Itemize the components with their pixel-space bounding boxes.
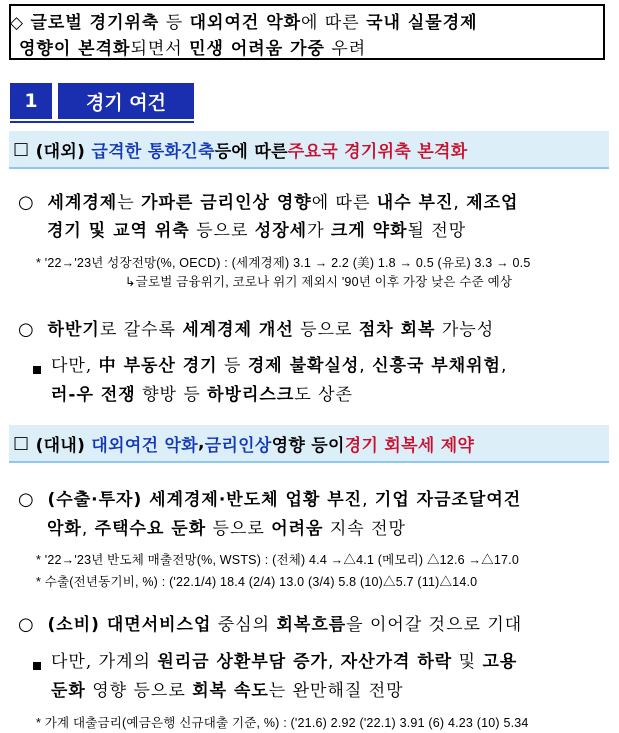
para-text: 에 따른 <box>311 193 377 213</box>
paragraph-1-line-2 <box>47 216 466 241</box>
square-bullet-icon <box>33 655 41 674</box>
para-text: 도 상존 <box>294 385 353 405</box>
para-text: 등으로 <box>206 519 272 539</box>
para-text: 크게 약화 <box>330 221 408 241</box>
section-title: 경기 여건 <box>58 83 194 119</box>
summary-text: 에 따른 <box>301 13 367 33</box>
para-text: 경제 불확실성 <box>247 356 360 376</box>
section-underline <box>10 121 194 123</box>
subheading-text: 금리인상 <box>204 435 272 456</box>
paragraph-4-line-1 <box>18 485 521 510</box>
circle-bullet-icon: ○ <box>18 319 35 340</box>
summary-line-1 <box>10 8 478 33</box>
para-text: 점차 회복 <box>358 320 436 340</box>
para-text: 세계경제 개선 <box>182 320 294 340</box>
paragraph-6-line-1 <box>51 647 517 672</box>
paragraph-5 <box>18 610 522 635</box>
para-text: 등으로 <box>189 221 255 241</box>
summary-text: 대외여건 악화 <box>189 13 302 33</box>
para-text: 는 완만해질 전망 <box>268 681 404 701</box>
para-text: 영향 등으로 <box>85 681 193 701</box>
para-text: 성장세 <box>254 221 308 241</box>
diamond-icon: ◇ <box>10 13 25 33</box>
circle-bullet-icon: ○ <box>18 614 35 635</box>
para-text: 中 부동산 경기 <box>98 356 218 376</box>
para-text: , <box>453 193 467 213</box>
para-text: 될 전망 <box>407 221 467 241</box>
note-growth-forecast: * '22→'23년 성장전망(%, OECD) : (세계경제) 3.1 → 2.2 (美) 1.8 → 0.5 (유로) 3.3 → 0.5 <box>36 256 531 270</box>
para-text: 회복흐름 <box>276 615 347 635</box>
para-text: 다만, 가계의 <box>51 652 158 672</box>
subheading-text: 급격한 통화긴축 <box>91 141 215 162</box>
para-text: 경기 및 교역 위축 <box>47 221 190 241</box>
note-semiconductor-forecast: * '22→'23년 반도체 매출전망(%, WSTS) : (전체) 4.4 →△4.1 (메모리) △12.6 →△17.0 <box>36 553 519 567</box>
subheading-external <box>9 131 609 169</box>
summary-text: 되면서 <box>130 39 190 59</box>
note-exports: * 수출(전년동기비, %) : ('22.1/4) 18.4 (2/4) 13.0 (3/4) 5.8 (10)△5.7 (11)△14.0 <box>36 575 478 589</box>
para-text: 악화 <box>47 519 82 539</box>
para-text: , <box>327 652 341 672</box>
square-icon: □ <box>13 139 30 159</box>
section-number: 1 <box>10 83 52 119</box>
para-text: 제조업 <box>466 193 519 213</box>
para-text: , <box>500 356 508 376</box>
subheading-text: 등에 따른 <box>214 141 288 162</box>
para-text: 향방 등 <box>135 385 208 405</box>
para-text: 신흥국 부채위험 <box>372 356 501 376</box>
para-text: , <box>81 519 95 539</box>
summary-text: 민생 어려움 가중 <box>189 39 325 59</box>
paragraph-3-line-2 <box>51 380 353 405</box>
note-household-loan-rate: * 가계 대출금리(예금은행 신규대출 기준, %) : ('21.6) 2.92 ('22.1) 3.91 (6) 4.23 (10) 5.34 <box>36 716 529 730</box>
note-growth-comment: ↳글로벌 금융위기, 코로나 위기 제외시 '90년 이후 가장 낮은 수준 예상 <box>125 275 513 289</box>
para-text: (소비) <box>47 615 107 635</box>
para-text: 원리금 상환부담 증가 <box>157 652 328 672</box>
para-text: , <box>359 356 373 376</box>
para-text: 회복 속도 <box>192 681 269 701</box>
para-text: 하방리스크 <box>207 385 295 405</box>
subheading-text: 경기 회복세 제약 <box>344 435 475 456</box>
summary-text: 글로벌 경기위축 <box>30 13 160 33</box>
para-text: 는 <box>117 193 142 213</box>
paragraph-4-line-2 <box>47 514 406 539</box>
para-text: , <box>362 490 375 510</box>
subheading-text: , <box>197 433 205 453</box>
para-text: 등으로 <box>293 320 359 340</box>
subheading-text: 대외여건 악화 <box>91 435 198 456</box>
paragraph-1-line-1 <box>18 188 518 213</box>
circle-bullet-icon: ○ <box>18 489 35 510</box>
para-text: 등 <box>217 356 248 376</box>
para-text: 세계경제·반도체 업황 부진 <box>149 490 363 510</box>
subheading-tag: (대내) <box>35 435 86 456</box>
circle-bullet-icon: ○ <box>18 192 35 213</box>
summary-text: 등 <box>159 13 190 33</box>
para-text: 중심의 <box>211 615 277 635</box>
para-text: (수출·투자) <box>47 490 150 510</box>
summary-line-2 <box>19 34 366 59</box>
para-text: 지속 전망 <box>323 519 406 539</box>
para-text: 어려움 <box>271 519 324 539</box>
para-text: 대면서비스업 <box>106 615 212 635</box>
para-text: 주택수요 둔화 <box>94 519 207 539</box>
para-text: 내수 부진 <box>376 193 454 213</box>
para-text: 러-우 전쟁 <box>51 385 136 405</box>
subheading-tag: (대외) <box>35 141 86 162</box>
para-text: 둔화 <box>51 681 86 701</box>
square-icon: □ <box>13 433 30 453</box>
paragraph-6-line-2 <box>51 676 404 701</box>
para-text: 고용 <box>482 652 518 672</box>
summary-text: 영향이 본격화 <box>19 39 131 59</box>
para-text: 자산가격 하락 <box>340 652 453 672</box>
para-text: 기업 자금조달여건 <box>374 490 522 510</box>
para-text: 하반기 <box>47 320 100 340</box>
para-text: 을 이어갈 것으로 기대 <box>346 615 523 635</box>
para-text: 가파른 금리인상 영향 <box>141 193 312 213</box>
paragraph-2 <box>18 315 494 340</box>
subheading-text: 영향 등이 <box>271 435 345 456</box>
summary-text: 우려 <box>324 39 367 59</box>
para-text: 다만, <box>51 356 99 376</box>
para-text: 및 <box>452 652 483 672</box>
subheading-text: 주요국 경기위축 본격화 <box>287 141 468 162</box>
para-text: 가 <box>307 221 331 241</box>
para-text: 세계경제 <box>47 193 118 213</box>
para-text: 가능성 <box>435 320 495 340</box>
paragraph-3-line-1 <box>51 351 507 376</box>
square-bullet-icon <box>33 359 41 378</box>
summary-text: 국내 실물경제 <box>366 13 478 33</box>
subheading-domestic <box>9 425 609 463</box>
para-text: 로 갈수록 <box>99 320 183 340</box>
